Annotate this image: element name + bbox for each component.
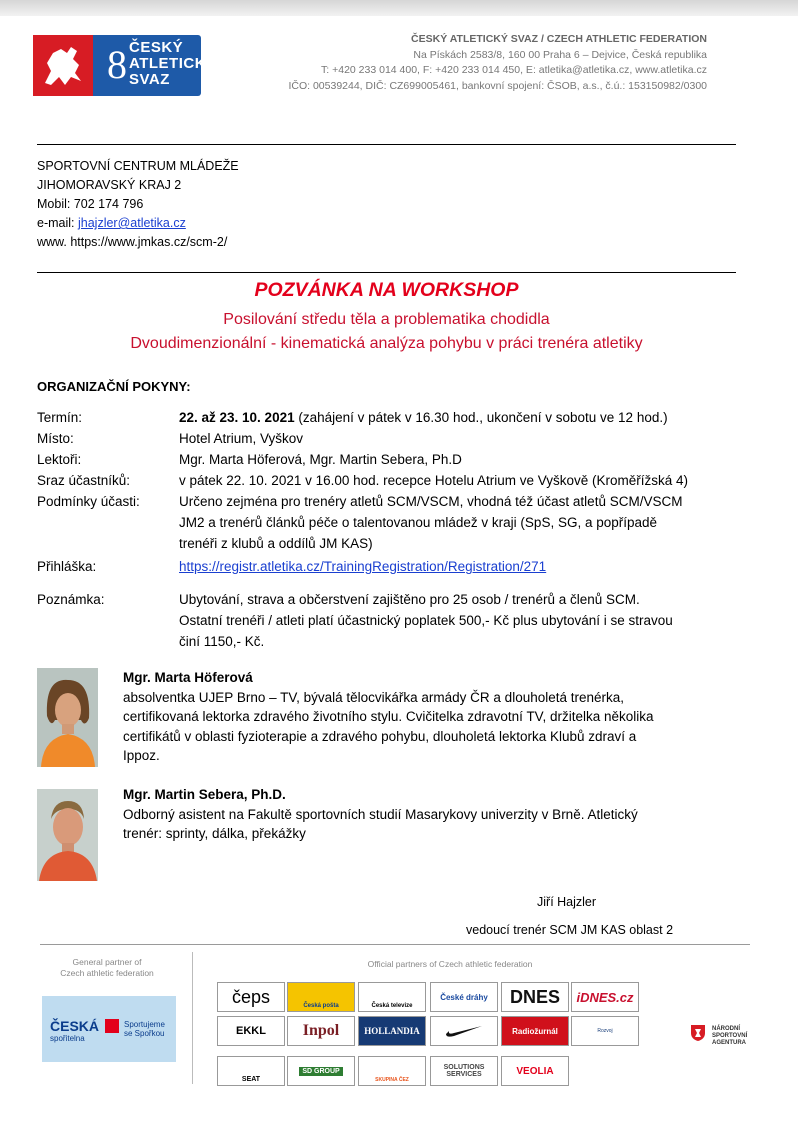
prihlaska-value bbox=[179, 556, 749, 577]
subtitle-1: Posilování středu těla a problematika chodidla bbox=[223, 311, 550, 328]
lektori-value: Mgr. Marta Höferová, Mgr. Martin Sebera, Ph.D bbox=[179, 452, 462, 467]
partner-logo-inpol: Inpol bbox=[287, 1016, 355, 1046]
partner-logo-veolia: VEOLIA bbox=[501, 1056, 569, 1086]
partners-divider bbox=[40, 944, 750, 945]
general-partner-title: General partner of Czech athletic federation bbox=[60, 957, 154, 978]
divider bbox=[37, 144, 736, 145]
lecturer-photo-hoferova bbox=[37, 668, 98, 767]
sraz-label: Sraz účastníků: bbox=[37, 473, 131, 488]
sender-region: JIHOMORAVSKÝ KRAJ 2 bbox=[37, 178, 182, 192]
sender-org: SPORTOVNÍ CENTRUM MLÁDEŽE bbox=[37, 159, 239, 173]
lecturer-bio-hoferova: Mgr. Marta Höferová absolventka UJEP Brno – TV, bývalá tělocvikářka armády ČR a dlouholetá trenérka, certifikovaná lektorka zdravého životního stylu. Cvičitelka zdravotní TV, držitelka několika certifikátů v oblasti fyzioterapie a zdravého pohybu, dlouholetá lektorka Klubů zdraví a Ippoz. bbox=[123, 668, 723, 766]
national-emblem-icon bbox=[690, 1024, 706, 1042]
email-link[interactable]: jhajzler@atletika.cz bbox=[77, 216, 186, 230]
sender-block bbox=[37, 157, 239, 252]
partner-logo-radiozurnal: Radiožurnál bbox=[501, 1016, 569, 1046]
sender-mobile: Mobil: 702 174 796 bbox=[37, 197, 144, 211]
partner-logo-ct: Česká televize bbox=[358, 982, 426, 1012]
lecturer-name: Mgr. Martin Sebera, Ph.D. bbox=[123, 787, 286, 802]
partner-logo-nike bbox=[430, 1016, 498, 1046]
ceska-sporitelna-logo: ČESKÁ spořitelna Sportujeme se Spořkou bbox=[42, 996, 176, 1062]
partner-logo-idnes: iDNES.cz bbox=[571, 982, 639, 1012]
partner-logo-posta: Česká pošta bbox=[287, 982, 355, 1012]
partner-logo-rozvoj: Rozvoj bbox=[571, 1016, 639, 1046]
divider bbox=[37, 272, 736, 273]
sender-web: www. https://www.jmkas.cz/scm-2/ bbox=[37, 235, 228, 249]
org-heading: ORGANIZAČNÍ POKYNY: bbox=[37, 379, 191, 394]
page-top-shadow bbox=[0, 0, 798, 16]
registration-link[interactable]: https://registr.atletika.cz/TrainingRegistration/Registration/271 bbox=[179, 559, 547, 574]
sraz-value: v pátek 22. 10. 2021 v 16.00 hod. recepce Hotelu Atrium ve Vyškově (Kroměřížská 4) bbox=[179, 473, 689, 488]
podminky-label: Podmínky účasti: bbox=[37, 494, 140, 509]
misto-value: Hotel Atrium, Vyškov bbox=[179, 431, 304, 446]
partner-logo-solutions: SOLUTIONS SERVICES bbox=[430, 1056, 498, 1086]
podminky-value: Určeno zejména pro trenéry atletů SCM/VSCM, vhodná též účast atletů SCM/VSCM JM2 a trenérů článků péče o talentovanou mládež v kraji (SpS, SG, a popřípadě trenéři z klubů a oddílů JM KAS) bbox=[179, 494, 683, 551]
partner-logo-sdgroup: SD GROUP bbox=[287, 1056, 355, 1086]
sporitelna-s-icon bbox=[105, 1019, 119, 1033]
termin-value: 22. až 23. 10. 2021 (zahájení v pátek v 16.30 hod., ukončení v sobotu ve 12 hod.) bbox=[179, 410, 668, 425]
lektori-label: Lektoři: bbox=[37, 452, 82, 467]
signature-role: vedoucí trenér SCM JM KAS oblast 2 bbox=[466, 923, 674, 937]
logo-text: ČESKÝ ATLETICKÝ SVAZ bbox=[129, 39, 217, 88]
federation-title: ČESKÝ ATLETICKÝ SVAZ / CZECH ATHLETIC FEDERATION bbox=[411, 33, 707, 45]
partner-logo-cez: SKUPINA ČEZ bbox=[358, 1056, 426, 1086]
lecturer-bio-sebera: Mgr. Martin Sebera, Ph.D. Odborný asistent na Fakultě sportovních studií Masarykovy univerzity v Brně. Atletický trenér: sprinty, dálka, překážky bbox=[123, 785, 723, 844]
misto-label: Místo: bbox=[37, 431, 74, 446]
federation-address: Na Pískách 2583/8, 160 00 Praha 6 – Dejvice, Česká republika bbox=[413, 48, 707, 61]
federation-ids: IČO: 00539244, DIČ: CZ699005461, bankovní spojení: ČSOB, a.s., č.ú.: 153150982/0300 bbox=[288, 79, 707, 92]
partner-logo-cd: České dráhy bbox=[430, 982, 498, 1012]
partners-separator bbox=[192, 952, 193, 1084]
logo-mark: 8 bbox=[107, 42, 127, 87]
partner-logo-hollandia: HOLLANDIA bbox=[358, 1016, 426, 1046]
nike-swoosh-icon bbox=[444, 1024, 484, 1038]
federation-header bbox=[288, 32, 707, 94]
federation-contacts: T: +420 233 014 400, F: +420 233 014 450, E: atletika@atletika.cz, www.atletika.cz bbox=[321, 64, 707, 76]
partner-logo-seat: SEAT bbox=[217, 1056, 285, 1086]
lecturer-photo-sebera bbox=[37, 789, 98, 881]
partner-logo-dnes: DNES bbox=[501, 982, 569, 1012]
official-partners-title: Official partners of Czech athletic federation bbox=[367, 959, 533, 969]
sender-email-line: e-mail: jhajzler@atletika.cz bbox=[37, 216, 186, 230]
partner-logo-ceps: čeps bbox=[217, 982, 285, 1012]
page-title: POZVÁNKA NA WORKSHOP bbox=[254, 279, 519, 301]
prihlaska-label: Přihláška: bbox=[37, 559, 97, 574]
poznamka-value: Ubytování, strava a občerstvení zajištěno pro 25 osob / trenérů a členů SCM. Ostatní trenéři / atleti platí účastnický poplatek 500,- Kč plus ubytování i se stravou činí 1150,- Kč. bbox=[179, 592, 673, 649]
lecturer-name: Mgr. Marta Höferová bbox=[123, 670, 253, 685]
termin-label: Termín: bbox=[37, 410, 83, 425]
lion-emblem-icon bbox=[33, 35, 93, 96]
nsa-logo: NÁRODNÍ SPORTOVNÍ AGENTURA bbox=[690, 1024, 706, 1047]
subtitle-2: Dvoudimenzionální - kinematická analýza pohybu v práci trenéra atletiky bbox=[130, 335, 643, 352]
cas-logo bbox=[33, 35, 217, 96]
poznamka-label: Poznámka: bbox=[37, 592, 105, 607]
signature-name: Jiří Hajzler bbox=[537, 895, 597, 909]
partner-logo-ekkl: EKKL bbox=[217, 1016, 285, 1046]
